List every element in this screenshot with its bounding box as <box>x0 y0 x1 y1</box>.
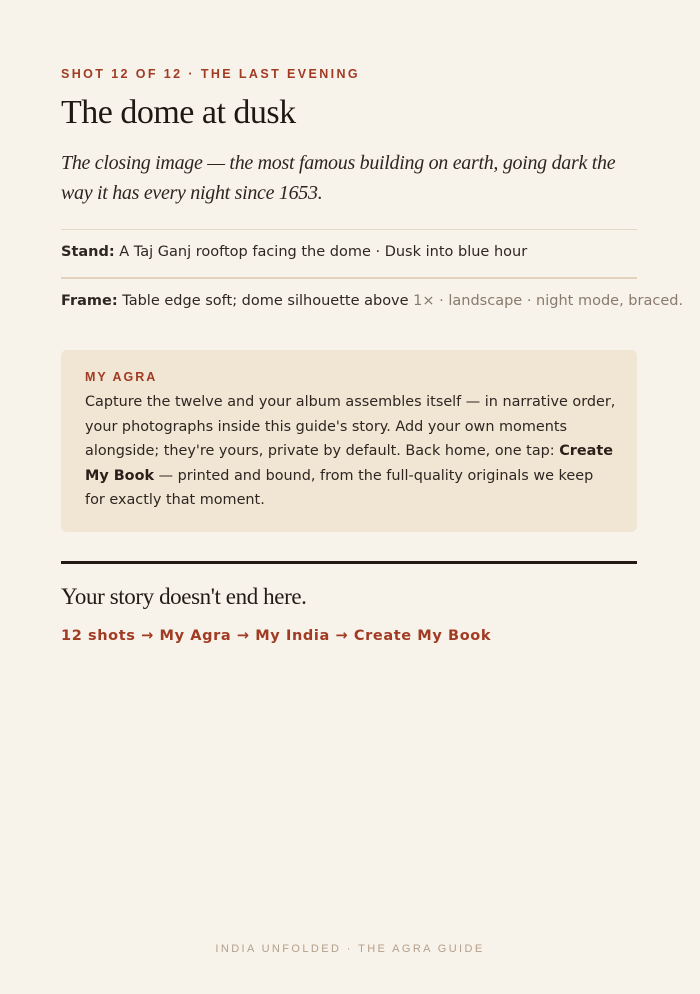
frame-row <box>61 291 684 311</box>
frame-camera-settings: 1× · landscape · night mode, braced. <box>413 293 684 309</box>
stand-text: A Taj Ganj rooftop facing the dome · Dusk into blue hour <box>114 244 528 260</box>
journey-line: 12 shots → My Agra → My India → Create My Book <box>61 628 492 644</box>
divider-middle <box>61 277 637 279</box>
callout-title: MY AGRA <box>85 370 158 384</box>
divider-top <box>61 229 637 230</box>
stand-label: Stand: <box>61 244 115 260</box>
my-agra-callout <box>61 350 637 532</box>
callout-body-intro: Capture the twelve and your album assembles itself — in narrative order, your photographs inside this guide's story. Add your own moments alongside; they're yours, private by default. Back home, one tap: <box>85 394 616 459</box>
section-divider <box>61 561 637 564</box>
create-my-book-emphasis: Create My Book <box>85 443 613 484</box>
frame-text: Table edge soft; dome silhouette above <box>117 293 414 309</box>
callout-body <box>85 390 617 513</box>
page-title: The dome at dusk <box>61 94 296 131</box>
callout-body-outro: — printed and bound, from the full-quality originals we keep for exactly that moment. <box>85 467 594 508</box>
page-footer: INDIA UNFOLDED · THE AGRA GUIDE <box>215 943 485 955</box>
stand-row <box>61 242 637 262</box>
frame-label: Frame: <box>61 293 118 309</box>
closing-heading: Your story doesn't end here. <box>61 584 307 609</box>
lede-paragraph: The closing image — the most famous building on earth, going dark the way it has every night since 1653. <box>61 152 616 204</box>
shot-kicker: SHOT 12 OF 12 · THE LAST EVENING <box>61 67 361 81</box>
